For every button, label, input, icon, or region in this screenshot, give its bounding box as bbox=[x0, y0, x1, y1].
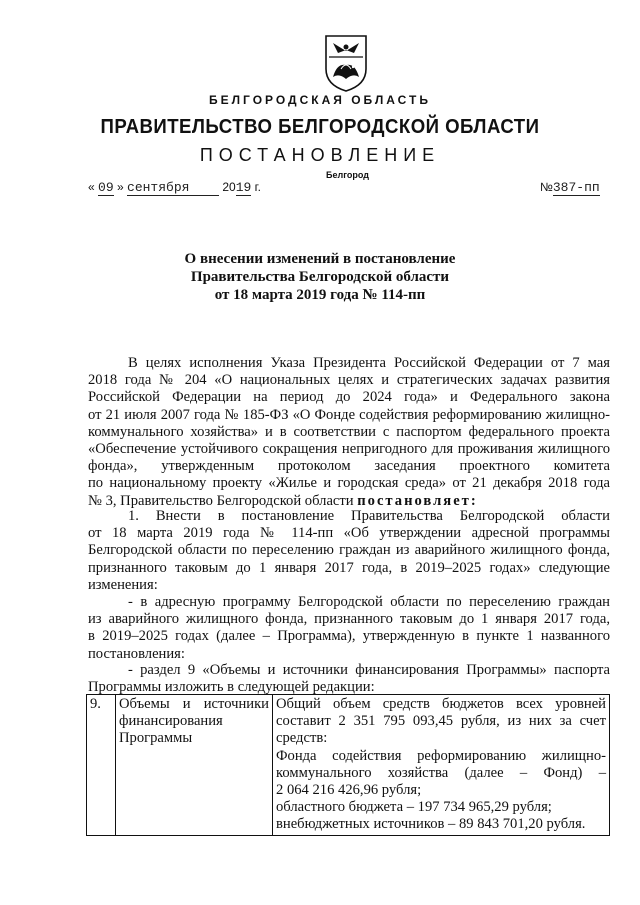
text-line: из аварийного жилищного фонда, признанного таковым до 1 января 2017 года, bbox=[88, 611, 610, 628]
content-line: составит 2 351 795 093,45 рубля, из них за счет bbox=[276, 713, 606, 730]
paragraph-item-1 bbox=[88, 508, 610, 594]
text-line: от 18 марта 2019 года № 114-пп «Об утверждении адресной программы bbox=[88, 525, 610, 542]
text-line: Белгородской области по переселению граждан из аварийного жилищного фонда, bbox=[88, 542, 610, 559]
table-row bbox=[87, 695, 610, 836]
text-line: Российской Федерации на период до 2024 года» и Федерального закона bbox=[88, 389, 610, 406]
text-line: постановления: bbox=[88, 645, 185, 662]
text-line: коммунального хозяйства» и в соответствии с паспортом федерального проекта bbox=[88, 423, 610, 440]
label-line: Программы bbox=[119, 730, 193, 747]
text-line: изменения: bbox=[88, 576, 158, 593]
content-line: коммунального хозяйства (далее – Фонд) – bbox=[276, 764, 606, 781]
paragraph-subitem-program bbox=[88, 594, 610, 663]
text-line: - раздел 9 «Объемы и источники финансирования Программы» паспорта bbox=[128, 662, 610, 678]
text-line: 1. Внести в постановление Правительства Белгородской области bbox=[128, 508, 610, 524]
content-line: 2 064 216 426,96 рубля; bbox=[276, 782, 422, 799]
text-line: от 21 июля 2007 года № 185-ФЗ «О Фонде содействия реформированию жилищно- bbox=[88, 406, 610, 423]
belgorod-coat-of-arms-icon bbox=[323, 33, 369, 93]
date-close-quote: » bbox=[116, 180, 124, 194]
title-line: Правительства Белгородской области bbox=[190, 269, 450, 285]
document-title bbox=[0, 250, 640, 304]
date-year-unit: г. bbox=[254, 180, 261, 194]
text-line: В целях исполнения Указа Президента Российской Федерации от 7 мая bbox=[128, 355, 610, 371]
title-line: О внесении изменений в постановление bbox=[184, 251, 456, 267]
table-cell-number bbox=[87, 695, 116, 836]
date-day: 09 bbox=[98, 180, 114, 195]
date-open-quote: « bbox=[88, 180, 95, 194]
date-year-prefix: 20 bbox=[222, 180, 236, 194]
region-name: БЕЛГОРОДСКАЯ ОБЛАСТЬ bbox=[209, 93, 431, 107]
text-line: в 2019–2025 годах (далее – Программа), утвержденную в пункте 1 названного bbox=[88, 628, 610, 645]
text-line: признанного таковым до 1 января 2017 года, в 2019–2025 годах» следующие bbox=[88, 559, 610, 576]
row-number: 9. bbox=[90, 696, 101, 712]
text-line: Программы изложить в следующей редакции: bbox=[88, 679, 375, 696]
content-line: средств: bbox=[276, 730, 328, 747]
paragraph-preamble bbox=[88, 355, 610, 510]
content-line: Фонда содействия реформированию жилищно- bbox=[276, 747, 606, 764]
content-line: внебюджетных источников – 89 843 701,20 рубля. bbox=[276, 816, 586, 833]
city-name: Белгород bbox=[326, 170, 369, 180]
table-cell-label bbox=[116, 695, 273, 836]
content-line: Общий объем средств бюджетов всех уровней bbox=[276, 696, 606, 712]
text-line: фонда», утвержденным протоколом заседания проектного комитета bbox=[88, 458, 610, 475]
decree-number bbox=[540, 180, 600, 196]
text-line: по национальному проекту «Жилье и городская среда» от 21 декабря 2018 года bbox=[88, 475, 610, 492]
date-month: сентября bbox=[127, 181, 219, 196]
label-line: финансирования bbox=[119, 713, 223, 730]
date-year-suffix: 19 bbox=[235, 180, 252, 195]
title-line: от 18 марта 2019 года № 114-пп bbox=[214, 287, 426, 303]
text-line: 2018 года № 204 «О национальных целях и стратегических задачах развития bbox=[88, 372, 610, 389]
content-line: областного бюджета – 197 734 965,29 рубля; bbox=[276, 799, 552, 816]
text-fragment: № 3, Правительство Белгородской области bbox=[88, 492, 354, 509]
number-value: 387-пп bbox=[552, 180, 600, 195]
decree-date bbox=[88, 180, 261, 196]
paragraph-subitem-section bbox=[88, 662, 610, 696]
document-type: ПОСТАНОВЛЕНИЕ bbox=[199, 145, 441, 165]
text-line: - в адресную программу Белгородской области по переселению граждан bbox=[128, 594, 610, 610]
financing-table bbox=[86, 694, 610, 836]
resolves-word: постановляет: bbox=[357, 492, 478, 509]
table-cell-content bbox=[273, 695, 610, 836]
text-line: «Обеспечение устойчивого сокращения непригодного для проживания жилищного bbox=[88, 440, 610, 457]
number-sign: № bbox=[540, 180, 553, 194]
government-name: ПРАВИТЕЛЬСТВО БЕЛГОРОДСКОЙ ОБЛАСТИ bbox=[100, 116, 540, 138]
label-line: Объемы и источники bbox=[119, 696, 269, 712]
